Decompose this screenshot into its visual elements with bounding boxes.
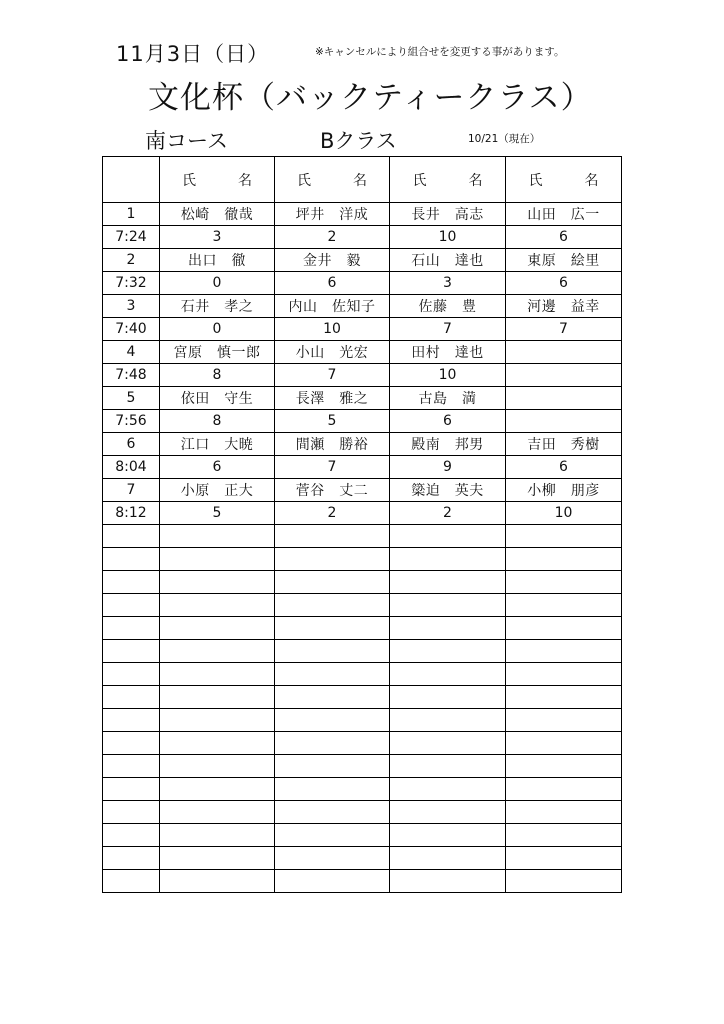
- player-handicap: [275, 824, 390, 847]
- header-row: [103, 157, 622, 203]
- player-name: [160, 663, 275, 686]
- group-number: [103, 755, 160, 778]
- group-name-row: [103, 801, 622, 824]
- player-handicap: [390, 778, 506, 801]
- player-name: 長井 高志: [390, 203, 506, 226]
- player-handicap: [506, 870, 622, 893]
- player-name: [506, 709, 622, 732]
- player-handicap: [275, 778, 390, 801]
- player-name: 殿南 邦男: [390, 433, 506, 456]
- player-handicap: 3: [390, 272, 506, 295]
- player-handicap: [390, 870, 506, 893]
- group-number: [103, 847, 160, 870]
- player-name: [506, 525, 622, 548]
- tee-time: 7:40: [103, 318, 160, 341]
- player-handicap: 6: [160, 456, 275, 479]
- player-name: [390, 571, 506, 594]
- player-name: 菅谷 丈二: [275, 479, 390, 502]
- player-handicap: 8: [160, 410, 275, 433]
- player-handicap: 0: [160, 318, 275, 341]
- tee-time: [103, 548, 160, 571]
- group-handicap-row: [103, 778, 622, 801]
- player-name: 田村 達也: [390, 341, 506, 364]
- player-handicap: [275, 548, 390, 571]
- group-handicap-row: [103, 502, 622, 525]
- group-number: [103, 617, 160, 640]
- group-name-row: [103, 709, 622, 732]
- player-name: [506, 801, 622, 824]
- player-name: 松崎 徹哉: [160, 203, 275, 226]
- name-header-text: 氏 名: [297, 172, 381, 189]
- player-handicap: [160, 594, 275, 617]
- group-name-row: [103, 387, 622, 410]
- player-name: [275, 617, 390, 640]
- player-name: [160, 571, 275, 594]
- page-title: 文化杯（バックティークラス）: [148, 80, 593, 116]
- player-name: [506, 571, 622, 594]
- player-handicap: 6: [506, 226, 622, 249]
- player-handicap: [390, 640, 506, 663]
- player-handicap: [390, 594, 506, 617]
- player-handicap: 6: [275, 272, 390, 295]
- group-name-row: [103, 341, 622, 364]
- player-handicap: [160, 548, 275, 571]
- player-handicap: [275, 640, 390, 663]
- group-number: 7: [103, 479, 160, 502]
- player-handicap: [160, 732, 275, 755]
- tee-time: [103, 640, 160, 663]
- group-handicap-row: [103, 318, 622, 341]
- group-handicap-row: [103, 364, 622, 387]
- player-handicap: [506, 732, 622, 755]
- player-handicap: [275, 686, 390, 709]
- tee-time: 7:24: [103, 226, 160, 249]
- player-name: [390, 525, 506, 548]
- tee-time: 8:12: [103, 502, 160, 525]
- player-handicap: 7: [275, 456, 390, 479]
- player-handicap: 2: [275, 502, 390, 525]
- tee-time: [103, 686, 160, 709]
- group-handicap-row: [103, 640, 622, 663]
- player-name: [390, 663, 506, 686]
- player-name: [160, 709, 275, 732]
- name-header-text: 氏 名: [412, 172, 497, 189]
- player-name: [275, 847, 390, 870]
- name-header-text: 氏 名: [528, 172, 613, 189]
- player-handicap: [390, 548, 506, 571]
- player-name: [275, 525, 390, 548]
- group-handicap-row: [103, 870, 622, 893]
- player-name: [160, 801, 275, 824]
- name-header: [160, 157, 275, 203]
- player-name: 間瀬 勝裕: [275, 433, 390, 456]
- pairing-body: [103, 203, 622, 893]
- player-name: [160, 525, 275, 548]
- player-handicap: [506, 410, 622, 433]
- group-handicap-row: [103, 272, 622, 295]
- player-handicap: [390, 824, 506, 847]
- player-name: [390, 617, 506, 640]
- player-name: [160, 617, 275, 640]
- player-name: 古島 満: [390, 387, 506, 410]
- group-number: 4: [103, 341, 160, 364]
- group-handicap-row: [103, 732, 622, 755]
- group-handicap-row: [103, 456, 622, 479]
- player-handicap: 9: [390, 456, 506, 479]
- group-name-row: [103, 525, 622, 548]
- tee-time: [103, 732, 160, 755]
- player-handicap: 7: [506, 318, 622, 341]
- player-name: [160, 847, 275, 870]
- player-name: [506, 663, 622, 686]
- group-name-row: [103, 571, 622, 594]
- player-handicap: 3: [160, 226, 275, 249]
- player-name: 佐藤 豊: [390, 295, 506, 318]
- group-number: 3: [103, 295, 160, 318]
- player-handicap: [275, 594, 390, 617]
- cancellation-note: ※キャンセルにより組合せを変更する事があります。: [315, 46, 565, 58]
- player-name: 内山 佐知子: [275, 295, 390, 318]
- event-date: 11月3日（日）: [116, 42, 270, 66]
- player-name: 金井 毅: [275, 249, 390, 272]
- player-handicap: 10: [390, 226, 506, 249]
- group-handicap-row: [103, 226, 622, 249]
- as-of-date: 10/21（現在）: [468, 133, 541, 145]
- player-name: 山田 広一: [506, 203, 622, 226]
- player-name: 石山 達也: [390, 249, 506, 272]
- player-name: 東原 絵里: [506, 249, 622, 272]
- player-handicap: 6: [506, 456, 622, 479]
- player-name: 江口 大暁: [160, 433, 275, 456]
- player-name: 坪井 洋成: [275, 203, 390, 226]
- tee-time: [103, 778, 160, 801]
- player-name: 石井 孝之: [160, 295, 275, 318]
- player-name: 小山 光宏: [275, 341, 390, 364]
- course-label: 南コース: [145, 129, 228, 153]
- group-handicap-row: [103, 548, 622, 571]
- player-handicap: 7: [390, 318, 506, 341]
- group-number: [103, 525, 160, 548]
- group-number: 1: [103, 203, 160, 226]
- player-handicap: [506, 548, 622, 571]
- player-name: 宮原 慎一郎: [160, 341, 275, 364]
- player-name: [506, 341, 622, 364]
- player-handicap: [160, 870, 275, 893]
- player-name: [390, 801, 506, 824]
- player-handicap: [506, 778, 622, 801]
- player-name: 河邊 益幸: [506, 295, 622, 318]
- name-header: [275, 157, 390, 203]
- class-label: Bクラス: [320, 129, 397, 153]
- tee-time: 7:48: [103, 364, 160, 387]
- player-handicap: 10: [506, 502, 622, 525]
- group-name-row: [103, 847, 622, 870]
- group-name-row: [103, 755, 622, 778]
- group-name-row: [103, 203, 622, 226]
- name-header: [390, 157, 506, 203]
- player-name: [390, 709, 506, 732]
- group-number: [103, 663, 160, 686]
- player-name: [506, 387, 622, 410]
- group-handicap-row: [103, 410, 622, 433]
- group-number: 6: [103, 433, 160, 456]
- group-name-row: [103, 295, 622, 318]
- player-name: 簗迫 英夫: [390, 479, 506, 502]
- player-name: [275, 571, 390, 594]
- pairing-table: [102, 156, 622, 893]
- player-name: [275, 801, 390, 824]
- group-handicap-row: [103, 594, 622, 617]
- tee-time: 7:56: [103, 410, 160, 433]
- player-handicap: 6: [506, 272, 622, 295]
- name-header: [506, 157, 622, 203]
- player-name: [390, 755, 506, 778]
- group-number: 5: [103, 387, 160, 410]
- player-handicap: 6: [390, 410, 506, 433]
- player-handicap: [506, 686, 622, 709]
- player-handicap: 7: [275, 364, 390, 387]
- player-name: [506, 617, 622, 640]
- group-name-row: [103, 617, 622, 640]
- player-name: 依田 守生: [160, 387, 275, 410]
- player-name: 小原 正大: [160, 479, 275, 502]
- player-name: 小柳 朋彦: [506, 479, 622, 502]
- player-handicap: [160, 824, 275, 847]
- player-handicap: [390, 686, 506, 709]
- group-name-row: [103, 479, 622, 502]
- player-handicap: 8: [160, 364, 275, 387]
- player-name: [275, 709, 390, 732]
- player-name: [506, 847, 622, 870]
- group-number: [103, 571, 160, 594]
- group-number: 2: [103, 249, 160, 272]
- player-handicap: [275, 870, 390, 893]
- player-handicap: 2: [390, 502, 506, 525]
- player-name: [275, 663, 390, 686]
- tee-time: [103, 870, 160, 893]
- group-handicap-row: [103, 824, 622, 847]
- tee-time: 8:04: [103, 456, 160, 479]
- group-number: [103, 709, 160, 732]
- player-handicap: 10: [275, 318, 390, 341]
- player-handicap: 5: [160, 502, 275, 525]
- player-name: 吉田 秀樹: [506, 433, 622, 456]
- player-handicap: [506, 364, 622, 387]
- player-name: 長澤 雅之: [275, 387, 390, 410]
- player-name: [275, 755, 390, 778]
- tee-time: [103, 594, 160, 617]
- group-name-row: [103, 433, 622, 456]
- group-number: [103, 801, 160, 824]
- group-name-row: [103, 249, 622, 272]
- player-handicap: [506, 824, 622, 847]
- player-handicap: [160, 686, 275, 709]
- player-handicap: 0: [160, 272, 275, 295]
- tee-time: 7:32: [103, 272, 160, 295]
- player-handicap: [160, 640, 275, 663]
- group-handicap-row: [103, 686, 622, 709]
- player-handicap: [275, 732, 390, 755]
- player-name: [160, 755, 275, 778]
- player-handicap: [160, 778, 275, 801]
- tee-time: [103, 824, 160, 847]
- player-name: [390, 847, 506, 870]
- player-handicap: 2: [275, 226, 390, 249]
- player-name: 出口 徹: [160, 249, 275, 272]
- player-handicap: 5: [275, 410, 390, 433]
- group-name-row: [103, 663, 622, 686]
- player-handicap: 10: [390, 364, 506, 387]
- player-handicap: [506, 640, 622, 663]
- player-handicap: [390, 732, 506, 755]
- name-header-text: 氏 名: [182, 172, 266, 189]
- player-handicap: [506, 594, 622, 617]
- group-header-cell: [103, 157, 160, 203]
- player-name: [506, 755, 622, 778]
